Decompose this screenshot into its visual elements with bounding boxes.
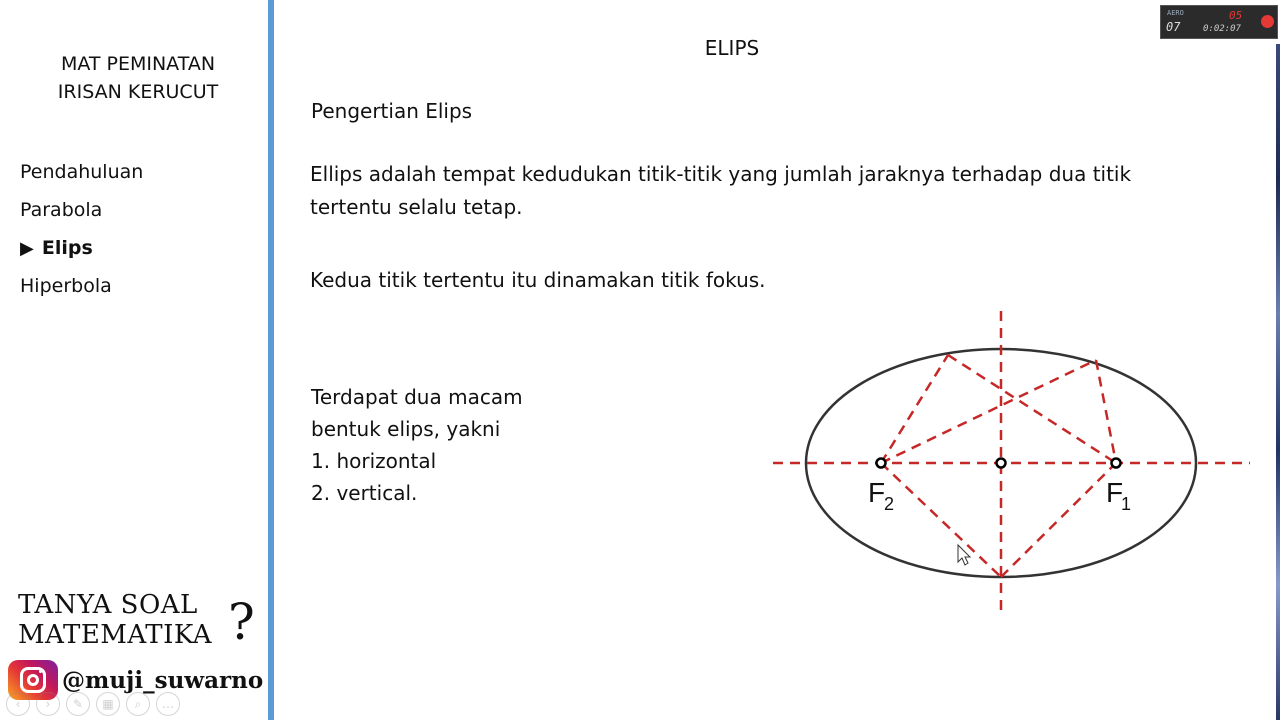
definition-text: Ellips adalah tempat kedudukan titik-titik yang jumlah jaraknya terhadap dua titik tertentu selalu tetap. (310, 162, 1132, 219)
types-intro-line1: Terdapat dua macam (311, 385, 523, 409)
sidebar-divider (268, 0, 274, 720)
slide-subtitle: Pengertian Elips (311, 99, 473, 123)
center-point (997, 459, 1006, 468)
type-vertical: 2. vertical. (311, 481, 418, 505)
sidebar-item-elips[interactable] (20, 234, 143, 272)
sidebar-item-label: Hiperbola (20, 275, 112, 297)
ellipse-types (311, 381, 523, 509)
sidebar-item-label: Elips (41, 237, 93, 259)
recorder-label: AERO (1167, 9, 1184, 17)
sidebar-item-hiperbola[interactable] (20, 272, 143, 310)
slide-title: ELIPS (704, 36, 760, 60)
mouse-cursor-icon (958, 545, 970, 565)
zoom-icon[interactable]: ⌕ (126, 692, 150, 716)
sidebar-item-label: Pendahuluan (20, 161, 144, 183)
promo-line2: MATEMATIKA (18, 620, 213, 650)
sidebar-item-pendahuluan[interactable] (20, 158, 143, 196)
focal-radius (1001, 463, 1116, 577)
question-mark-icon: ? (228, 593, 255, 651)
sidebar (0, 0, 268, 720)
instagram-handle: @muji_suwarno (62, 666, 264, 694)
record-icon[interactable] (1261, 15, 1274, 28)
course-title-line2: IRISAN KERUCUT (57, 81, 219, 103)
focus-left-sub: 2 (884, 494, 895, 514)
focus-right-point (1112, 459, 1121, 468)
type-horizontal: 1. horizontal (311, 449, 437, 473)
next-icon[interactable]: › (36, 692, 60, 716)
recorder-left-value: 07 (1166, 20, 1181, 34)
course-title (0, 50, 276, 106)
ellipse-diagram (768, 305, 1258, 620)
slides-icon[interactable]: ▦ (96, 692, 120, 716)
pen-icon[interactable]: ✎ (66, 692, 90, 716)
focal-radius (948, 355, 1116, 463)
types-intro-line2: bentuk elips, yakni (311, 417, 501, 441)
sidebar-item-label: Parabola (20, 199, 103, 221)
focus-note: Kedua titik tertentu itu dinamakan titik fokus. (310, 268, 766, 292)
sidebar-item-parabola[interactable] (20, 196, 143, 234)
promo-block (18, 590, 268, 650)
recorder-time: 0:02:07 (1203, 24, 1241, 34)
course-title-line1: MAT PEMINATAN (60, 53, 216, 75)
focus-left-point (877, 459, 886, 468)
sidebar-nav (20, 158, 143, 310)
play-arrow-icon: ▶ (20, 238, 34, 259)
focus-right-label: F (1106, 477, 1124, 508)
desktop-edge (1276, 44, 1280, 720)
more-icon[interactable]: … (156, 692, 180, 716)
screen-recorder-widget[interactable] (1160, 5, 1278, 39)
slideshow-controls (6, 692, 180, 716)
focus-right-sub: 1 (1121, 494, 1132, 514)
promo-line1: TANYA SOAL (18, 590, 198, 620)
prev-icon[interactable]: ‹ (6, 692, 30, 716)
recorder-count: 05 (1229, 9, 1243, 22)
focal-radius (1096, 360, 1116, 463)
focus-left-label: F (868, 477, 886, 508)
